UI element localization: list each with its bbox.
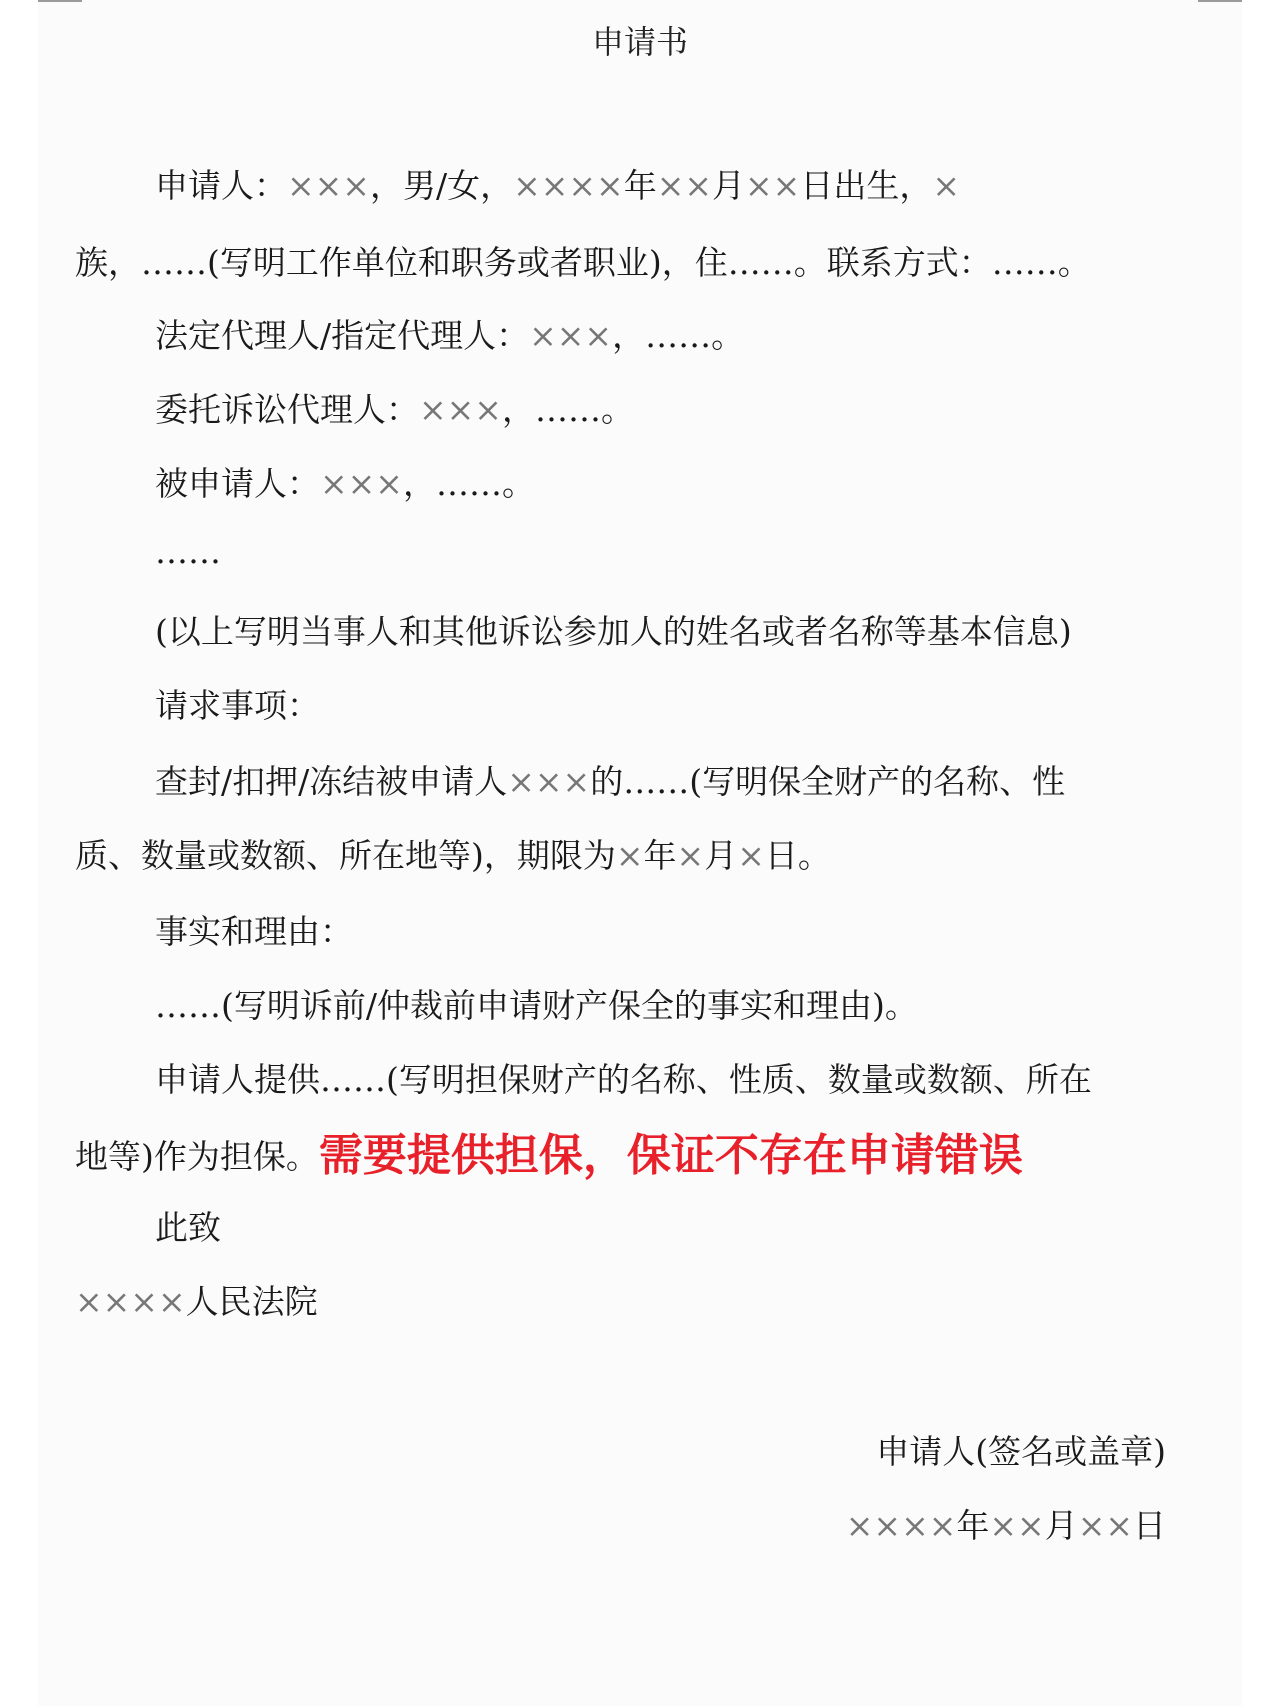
term-year-placeholder: × xyxy=(615,836,644,875)
guarantee-line-2 xyxy=(75,1130,1023,1181)
court-name: 人民法院 xyxy=(185,1282,318,1321)
claims-line-1 xyxy=(155,762,1065,802)
year-label: 年 xyxy=(623,166,657,205)
claims-text-1: 查封/扣押/冻结被申请人 xyxy=(155,762,508,801)
term-month-placeholder: × xyxy=(676,836,705,875)
term-day-placeholder: × xyxy=(737,836,765,875)
litigation-agent-rest: ，……。 xyxy=(501,390,634,429)
respondent-rest: ，……。 xyxy=(402,464,535,503)
legal-agent-line xyxy=(155,316,744,356)
term-year-label: 年 xyxy=(643,836,677,875)
document-title: 申请书 xyxy=(591,23,688,61)
birth-year-placeholder: ×××× xyxy=(513,166,624,205)
day-born-label: 日出生， xyxy=(800,166,933,205)
claims-line-2 xyxy=(75,836,831,876)
legal-agent-placeholder: ××× xyxy=(529,316,613,355)
litigation-agent-line xyxy=(155,390,634,430)
claims-heading: 请求事项： xyxy=(155,686,320,725)
facts-body: ……(写明诉前/仲裁前申请财产保全的事实和理由)。 xyxy=(155,986,918,1025)
birth-month-placeholder: ×× xyxy=(656,166,712,205)
term-month-label: 月 xyxy=(704,836,738,875)
litigation-agent-label: 委托诉讼代理人： xyxy=(155,390,419,429)
term-day-label: 日。 xyxy=(764,836,831,875)
page-corner-mark-left xyxy=(38,0,82,2)
date-day-label: 日 xyxy=(1133,1506,1166,1545)
page-corner-mark-right xyxy=(1198,0,1242,2)
litigation-agent-placeholder: ××× xyxy=(419,390,502,429)
ethnic-placeholder: × xyxy=(932,166,960,205)
court-line xyxy=(75,1282,318,1322)
ellipsis-line: …… xyxy=(155,532,221,571)
claims-respondent-placeholder: ××× xyxy=(507,762,591,801)
applicant-name-placeholder: ××× xyxy=(287,166,370,205)
date-year-label: 年 xyxy=(956,1506,990,1545)
court-placeholder: ×××× xyxy=(75,1282,186,1321)
date-line xyxy=(600,1506,1166,1546)
applicant-line-2: 族，……(写明工作单位和职务或者职业)，住……。联系方式：……。 xyxy=(75,243,1091,282)
respondent-placeholder: ××× xyxy=(320,464,403,503)
signature-line: 申请人(签名或盖章) xyxy=(876,1432,1166,1471)
parties-note: (以上写明当事人和其他诉讼参加人的姓名或者名称等基本信息) xyxy=(155,612,1072,651)
guarantee-line-2-text: 地等)作为担保。 xyxy=(75,1137,319,1176)
month-label: 月 xyxy=(712,166,745,205)
applicant-line-1 xyxy=(155,166,960,206)
guarantee-line-1: 申请人提供……(写明担保财产的名称、性质、数量或数额、所在 xyxy=(155,1060,1092,1099)
date-month-placeholder: ×× xyxy=(989,1506,1045,1545)
respondent-line xyxy=(155,464,535,504)
date-year-placeholder: ×××× xyxy=(845,1506,957,1545)
guarantee-annotation: 需要提供担保，保证不存在申请错误 xyxy=(318,1130,1023,1181)
applicant-label: 申请人： xyxy=(155,166,287,205)
birth-day-placeholder: ×× xyxy=(745,166,801,205)
legal-agent-rest: ，……。 xyxy=(612,316,745,355)
date-day-placeholder: ×× xyxy=(1077,1506,1133,1545)
applicant-gender: ，男/女， xyxy=(369,166,514,205)
closing-greeting: 此致 xyxy=(155,1208,221,1247)
legal-agent-label: 法定代理人/指定代理人： xyxy=(155,316,530,355)
claims-line-2-text: 质、数量或数额、所在地等)，期限为 xyxy=(75,836,616,875)
facts-heading: 事实和理由： xyxy=(155,912,353,951)
date-month-label: 月 xyxy=(1044,1506,1078,1545)
respondent-label: 被申请人： xyxy=(155,464,320,503)
claims-text-2: 的……(写明保全财产的名称、性 xyxy=(590,762,1066,801)
